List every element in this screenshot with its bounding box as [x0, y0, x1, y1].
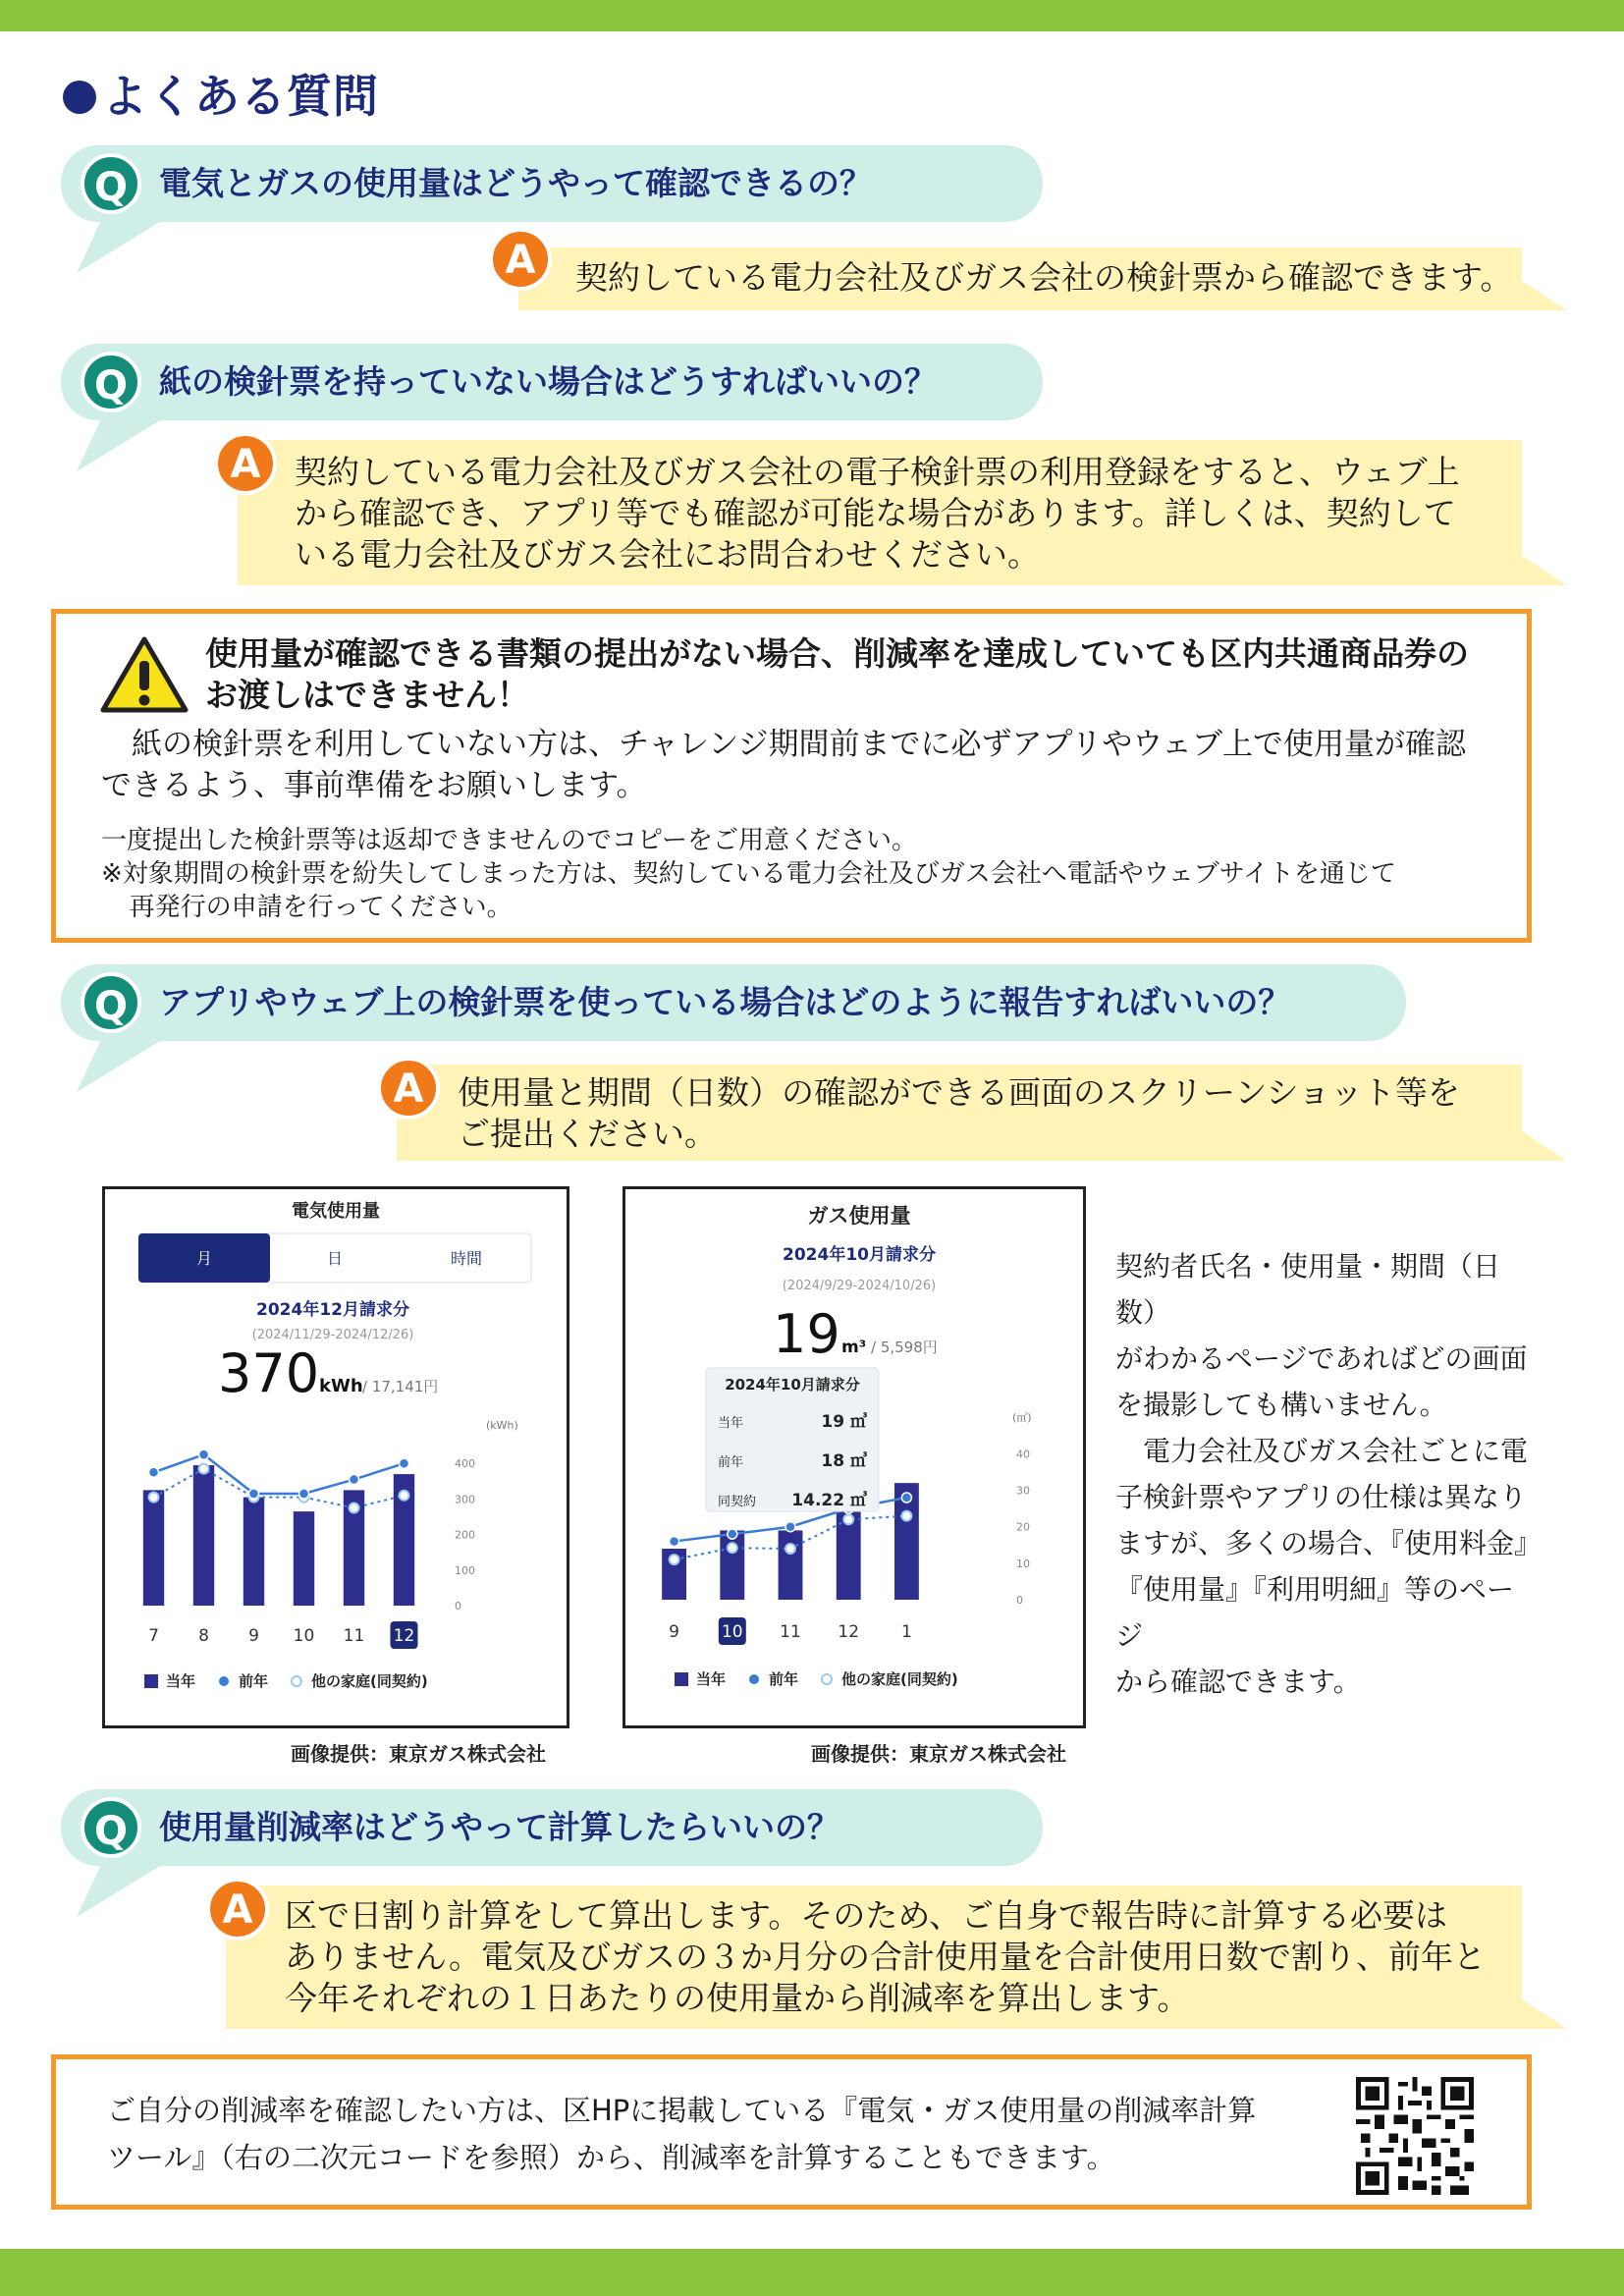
- bar: [720, 1530, 744, 1600]
- warning-note: ※対象期間の検針票を紛失してしまった方は、契約している電力会社及びガス会社へ電話やウェブサイトを通じて: [101, 859, 1396, 889]
- answer-text: [458, 1072, 1460, 1155]
- a-badge-icon: A: [489, 228, 552, 291]
- tab-month[interactable]: 月: [195, 1249, 213, 1268]
- warning-body: [101, 724, 1495, 806]
- legend-line-swatch: [219, 1676, 229, 1686]
- other-household-point: [901, 1511, 911, 1521]
- other-household-point: [350, 1503, 359, 1512]
- question-text: 使用量削減率はどうやって計算したらいいの？: [159, 1808, 839, 1846]
- answer-bubble-tail: [1516, 1127, 1567, 1161]
- legend-label: 前年: [769, 1670, 799, 1688]
- legend-bar-swatch: [675, 1672, 688, 1686]
- last-year-line: [154, 1454, 405, 1494]
- side-text-line: 契約者氏名・使用量・期間（日数）: [1115, 1250, 1501, 1329]
- tooltip-row-value: 19 ㎥: [821, 1412, 867, 1432]
- y-tick-label: 30: [1016, 1484, 1030, 1498]
- answer-line: 区で日割り計算をして算出します。そのため、ご自身で報告時に計算する必要は: [285, 1896, 1448, 1935]
- answer-bubble-tail: [1516, 277, 1567, 310]
- warning-note: 再発行の申請を行ってください。: [129, 893, 513, 922]
- a-badge-icon: A: [214, 432, 277, 495]
- last-year-point: [901, 1493, 911, 1503]
- warning-heading-line: お渡しはできません！: [205, 676, 529, 714]
- answer-4: [222, 1886, 1522, 2029]
- x-tick-label: 12: [393, 1626, 415, 1646]
- legend-dashed-swatch: [822, 1674, 832, 1684]
- tool-text-line: ツール』（右の二次元コードを参照）から、削減率を計算することもできます。: [107, 2141, 1115, 2174]
- legend-label: 前年: [239, 1672, 269, 1690]
- bottom-green-band: [0, 2249, 1624, 2296]
- usage-price: / 5,598円: [871, 1339, 938, 1356]
- calculator-tool-box: [51, 2054, 1532, 2210]
- tab-day[interactable]: 日: [326, 1249, 344, 1268]
- y-tick-label: 0: [455, 1600, 461, 1613]
- tab-hour[interactable]: 時間: [450, 1249, 483, 1268]
- a-badge-icon: A: [206, 1878, 269, 1941]
- y-tick-label: 20: [1016, 1520, 1030, 1534]
- warning-body-line: できるよう、事前準備をお願いします。: [101, 768, 647, 803]
- tooltip-row-label: 同契約: [718, 1495, 757, 1509]
- image-credit: 画像提供：東京ガス株式会社: [291, 1742, 546, 1766]
- answer-line: ありません。電気及びガスの３か月分の合計使用量を合計使用日数で割り、前年と: [285, 1938, 1486, 1976]
- gas-usage-panel: [623, 1186, 1086, 1728]
- last-year-point: [249, 1489, 259, 1499]
- last-year-point: [728, 1529, 737, 1539]
- answer-line: 今年それぞれの１日あたりの使用量から削減率を算出します。: [285, 1979, 1190, 2017]
- legend-label: 当年: [696, 1670, 727, 1688]
- warning-heading-line: 使用量が確認できる書類の提出がない場合、削減率を達成していても区内共通商品券の: [205, 634, 1469, 673]
- answer-bubble-tail: [1516, 552, 1567, 585]
- x-tick-label: 12: [838, 1622, 860, 1642]
- tooltip-title: 2024年10月請求分: [725, 1376, 860, 1394]
- gas-chart: [625, 1189, 1083, 1725]
- other-household-point: [843, 1514, 853, 1524]
- question-4: [61, 1789, 1043, 1866]
- x-tick-label: 1: [900, 1622, 912, 1642]
- bar: [294, 1511, 314, 1606]
- y-tick-label: 300: [455, 1493, 475, 1506]
- answer-text: [295, 452, 1460, 575]
- question-bubble-tail: [77, 214, 173, 273]
- answer-2: [230, 440, 1522, 585]
- usage-unit: m³: [841, 1338, 867, 1357]
- tool-text-line: ご自分の削減率を確認したい方は、区HPに掲載している『電気・ガス使用量の削減率計算: [107, 2094, 1257, 2127]
- answer-line: ご提出ください。: [458, 1115, 717, 1153]
- question-bubble-tail: [77, 412, 173, 471]
- bar: [779, 1530, 803, 1600]
- y-tick-label: 400: [455, 1457, 475, 1471]
- y-tick-label: 100: [455, 1563, 475, 1577]
- other-household-point: [728, 1543, 737, 1553]
- x-tick-label: 10: [721, 1622, 743, 1642]
- other-household-point: [785, 1544, 795, 1554]
- last-year-point: [149, 1467, 159, 1477]
- top-green-band: [0, 0, 1624, 31]
- question-1: [61, 145, 1043, 222]
- tool-text: [107, 2087, 1383, 2181]
- side-text-line: 電力会社及びガス会社ごとに電: [1115, 1435, 1529, 1467]
- other-household-point: [149, 1493, 159, 1503]
- x-tick-label: 8: [198, 1626, 209, 1646]
- chart-title: ガス使用量: [807, 1204, 911, 1228]
- answer-line: から確認でき、アプリ等でも確認が可能な場合があります。詳しくは、契約して: [295, 494, 1456, 532]
- period-label: 2024年12月請求分: [256, 1300, 409, 1320]
- legend-label: 当年: [166, 1672, 196, 1690]
- usage-big-value: 370: [218, 1342, 320, 1404]
- electricity-chart: [105, 1189, 567, 1725]
- question-3: [61, 964, 1406, 1041]
- other-household-point: [670, 1555, 679, 1564]
- answer-text: 契約している電力会社及びガス会社の検針票から確認できます。: [575, 258, 1513, 297]
- usage-price: / 17,141円: [362, 1378, 439, 1395]
- usage-unit: kWh: [319, 1376, 363, 1396]
- answer-text: [285, 1895, 1486, 2019]
- q-badge-icon: Q: [81, 1797, 141, 1858]
- side-text-line: ますが、多くの場合、『使用料金』: [1115, 1527, 1543, 1559]
- tooltip-row-value: 18 ㎥: [821, 1451, 867, 1471]
- warning-body-line: 紙の検針票を利用していない方は、チャレンジ期間前までに必ずアプリやウェブ上で使用量が確認: [132, 727, 1467, 762]
- side-text-line: 子検針票やアプリの仕様は異なり: [1115, 1481, 1527, 1513]
- warning-icon: [99, 635, 189, 714]
- warning-note: 一度提出した検針票等は返却できませんのでコピーをご用意ください。: [101, 826, 917, 855]
- x-tick-label: 11: [343, 1626, 365, 1646]
- y-unit: (kWh): [486, 1419, 518, 1432]
- y-tick-label: 10: [1016, 1557, 1030, 1570]
- legend-dashed-swatch: [292, 1676, 301, 1686]
- x-tick-label: 10: [293, 1626, 315, 1646]
- last-year-point: [400, 1458, 409, 1468]
- question-2: [61, 344, 1043, 420]
- last-year-point: [785, 1522, 795, 1532]
- question-text: 紙の検針票を持っていない場合はどうすればいいの？: [159, 362, 937, 401]
- q-badge-icon: Q: [81, 153, 141, 214]
- y-tick-label: 0: [1016, 1594, 1023, 1607]
- other-household-point: [400, 1491, 409, 1501]
- x-tick-label: 9: [248, 1626, 259, 1646]
- usage-big-value: 19: [773, 1303, 840, 1365]
- last-year-point: [299, 1489, 309, 1499]
- legend-line-swatch: [749, 1674, 759, 1684]
- other-household-point: [199, 1464, 209, 1474]
- warning-notes: [101, 824, 1515, 924]
- last-year-point: [670, 1537, 679, 1547]
- answer-3: [393, 1065, 1522, 1161]
- q-badge-icon: Q: [81, 972, 141, 1033]
- y-tick-label: 200: [455, 1528, 475, 1542]
- q-badge-icon: Q: [81, 352, 141, 412]
- tooltip-row-label: 前年: [718, 1455, 744, 1470]
- tooltip-row-value: 14.22 ㎥: [791, 1491, 867, 1510]
- question-text: アプリやウェブ上の検針票を使っている場合はどのように報告すればいいの？: [159, 983, 1291, 1021]
- legend-bar-swatch: [144, 1674, 158, 1688]
- electricity-usage-panel: [102, 1186, 569, 1728]
- chart-title: 電気使用量: [292, 1201, 380, 1222]
- y-unit: (㎥): [1012, 1411, 1032, 1424]
- period-label: 2024年10月請求分: [783, 1245, 936, 1265]
- bar: [143, 1490, 164, 1606]
- a-badge-icon: A: [377, 1057, 440, 1120]
- side-text-line: から確認できます。: [1115, 1666, 1361, 1698]
- last-year-point: [350, 1475, 359, 1485]
- answer-line: いる電力会社及びガス会社にお問合わせください。: [295, 535, 1040, 574]
- side-text-line: 『使用量』『利用明細』等のページ: [1115, 1573, 1515, 1652]
- legend-label: 他の家庭(同契約): [311, 1672, 428, 1690]
- period-range: (2024/9/29-2024/10/26): [782, 1279, 937, 1293]
- answer-line: 契約している電力会社及びガス会社の電子検針票の利用登録をすると、ウェブ上: [295, 453, 1460, 491]
- y-tick-label: 40: [1016, 1448, 1030, 1461]
- answer-bubble-tail: [1516, 1995, 1567, 2029]
- side-text-line: がわかるページであればどの画面: [1115, 1342, 1528, 1375]
- question-bubble-tail: [77, 1858, 173, 1917]
- question-text: 電気とガスの使用量はどうやって確認できるの？: [159, 164, 872, 202]
- x-tick-label: 9: [669, 1622, 680, 1642]
- answer-1: [505, 238, 1522, 310]
- side-text-line: を撮影しても構いません。: [1115, 1389, 1447, 1421]
- warning-box: [51, 609, 1532, 943]
- x-tick-label: 11: [780, 1622, 801, 1642]
- side-explanation: [1115, 1243, 1543, 1705]
- section-title-text: よくある質問: [102, 70, 379, 123]
- answer-line: 使用量と期間（日数）の確認ができる画面のスクリーンショット等を: [458, 1073, 1460, 1112]
- qr-code-icon[interactable]: [1356, 2077, 1474, 2195]
- bullet-dot: [63, 81, 96, 114]
- warning-heading: [205, 633, 1501, 716]
- period-range: (2024/11/29-2024/12/26): [251, 1328, 414, 1342]
- tooltip-row-label: 当年: [718, 1416, 744, 1431]
- section-title: [63, 61, 379, 126]
- bar: [193, 1465, 214, 1606]
- bar: [244, 1498, 264, 1606]
- x-tick-label: 7: [148, 1626, 159, 1646]
- last-year-point: [199, 1449, 209, 1459]
- legend-label: 他の家庭(同契約): [841, 1670, 958, 1688]
- image-credit: 画像提供：東京ガス株式会社: [811, 1742, 1066, 1766]
- question-bubble-tail: [77, 1033, 173, 1092]
